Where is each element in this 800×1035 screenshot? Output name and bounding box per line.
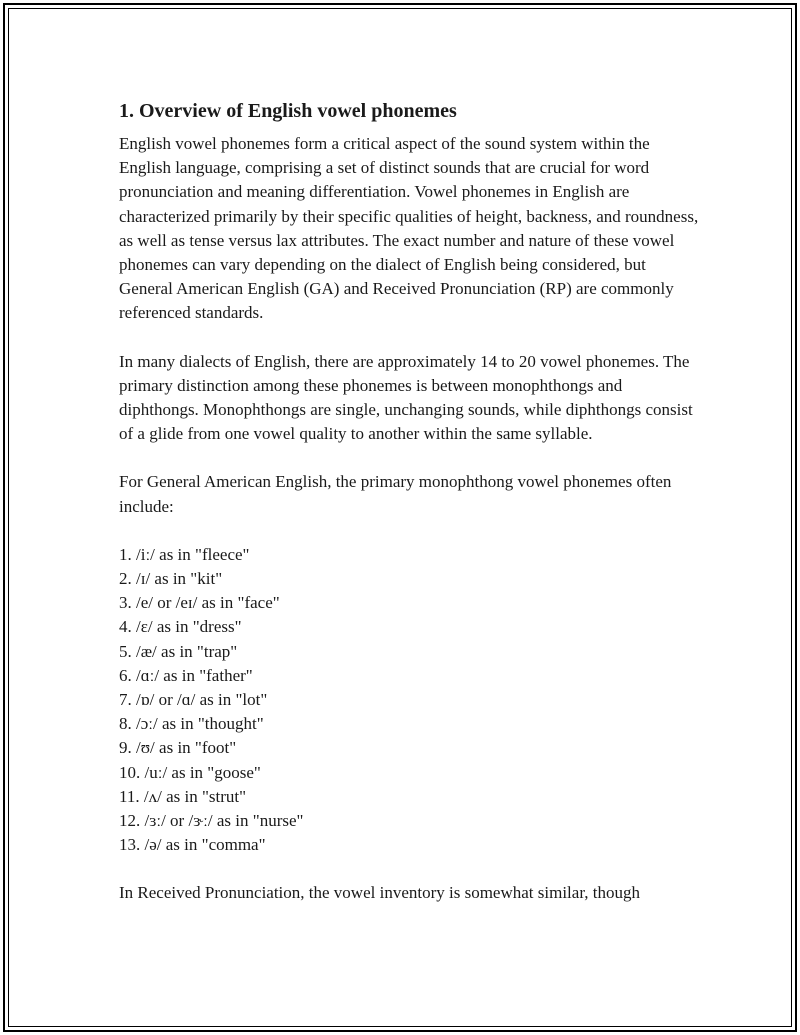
page [8,8,792,1027]
list-item: 3. /e/ or /eɪ/ as in "face" [119,593,280,613]
list-item: 7. /ɒ/ or /ɑ/ as in "lot" [119,690,268,710]
paragraph-dialects: In many dialects of English, there are approximately 14 to 20 vowel phonemes. The primary distinction among these phonemes is between monophthongs and diphthongs. Monophthongs are single, unchanging sounds, while diphthongs consist of a glide from one vowel quality to another within the same syllable. [119,351,693,444]
paragraph-intro: English vowel phonemes form a critical aspect of the sound system within the English language, comprising a set of distinct sounds that are crucial for word pronunciation and meaning differentiation. Vowel phonemes in English are characterized primarily by their specific qualities of height, backness, and roundness, as well as tense versus lax attributes. The exact number and nature of these vowel phonemes can vary depending on the dialect of English being considered, but General American English (GA) and Received Pronunciation (RP) are commonly referenced standards. [119,134,699,323]
list-item: 13. /ə/ as in "comma" [119,835,266,855]
list-item: 9. /ʊ/ as in "foot" [119,738,237,758]
document-body [119,97,699,930]
list-item: 11. /ʌ/ as in "strut" [119,786,247,806]
list-item: 1. /iː/ as in "fleece" [119,544,250,564]
list-item: 10. /uː/ as in "goose" [119,762,261,782]
list-item: 12. /ɜː/ or /ɝː/ as in "nurse" [119,811,304,831]
vowel-list [119,543,699,858]
list-item: 2. /ɪ/ as in "kit" [119,569,223,589]
list-item: 6. /ɑː/ as in "father" [119,665,253,685]
paragraph-ga-intro: For General American English, the primary monophthong vowel phonemes often include: [119,472,672,516]
paragraph-rp: In Received Pronunciation, the vowel inventory is somewhat similar, though [119,883,641,903]
list-item: 4. /ɛ/ as in "dress" [119,617,242,637]
page-border [3,3,797,1032]
list-item: 8. /ɔː/ as in "thought" [119,714,264,734]
list-item: 5. /æ/ as in "trap" [119,641,238,661]
section-heading: 1. Overview of English vowel phonemes [119,100,457,122]
